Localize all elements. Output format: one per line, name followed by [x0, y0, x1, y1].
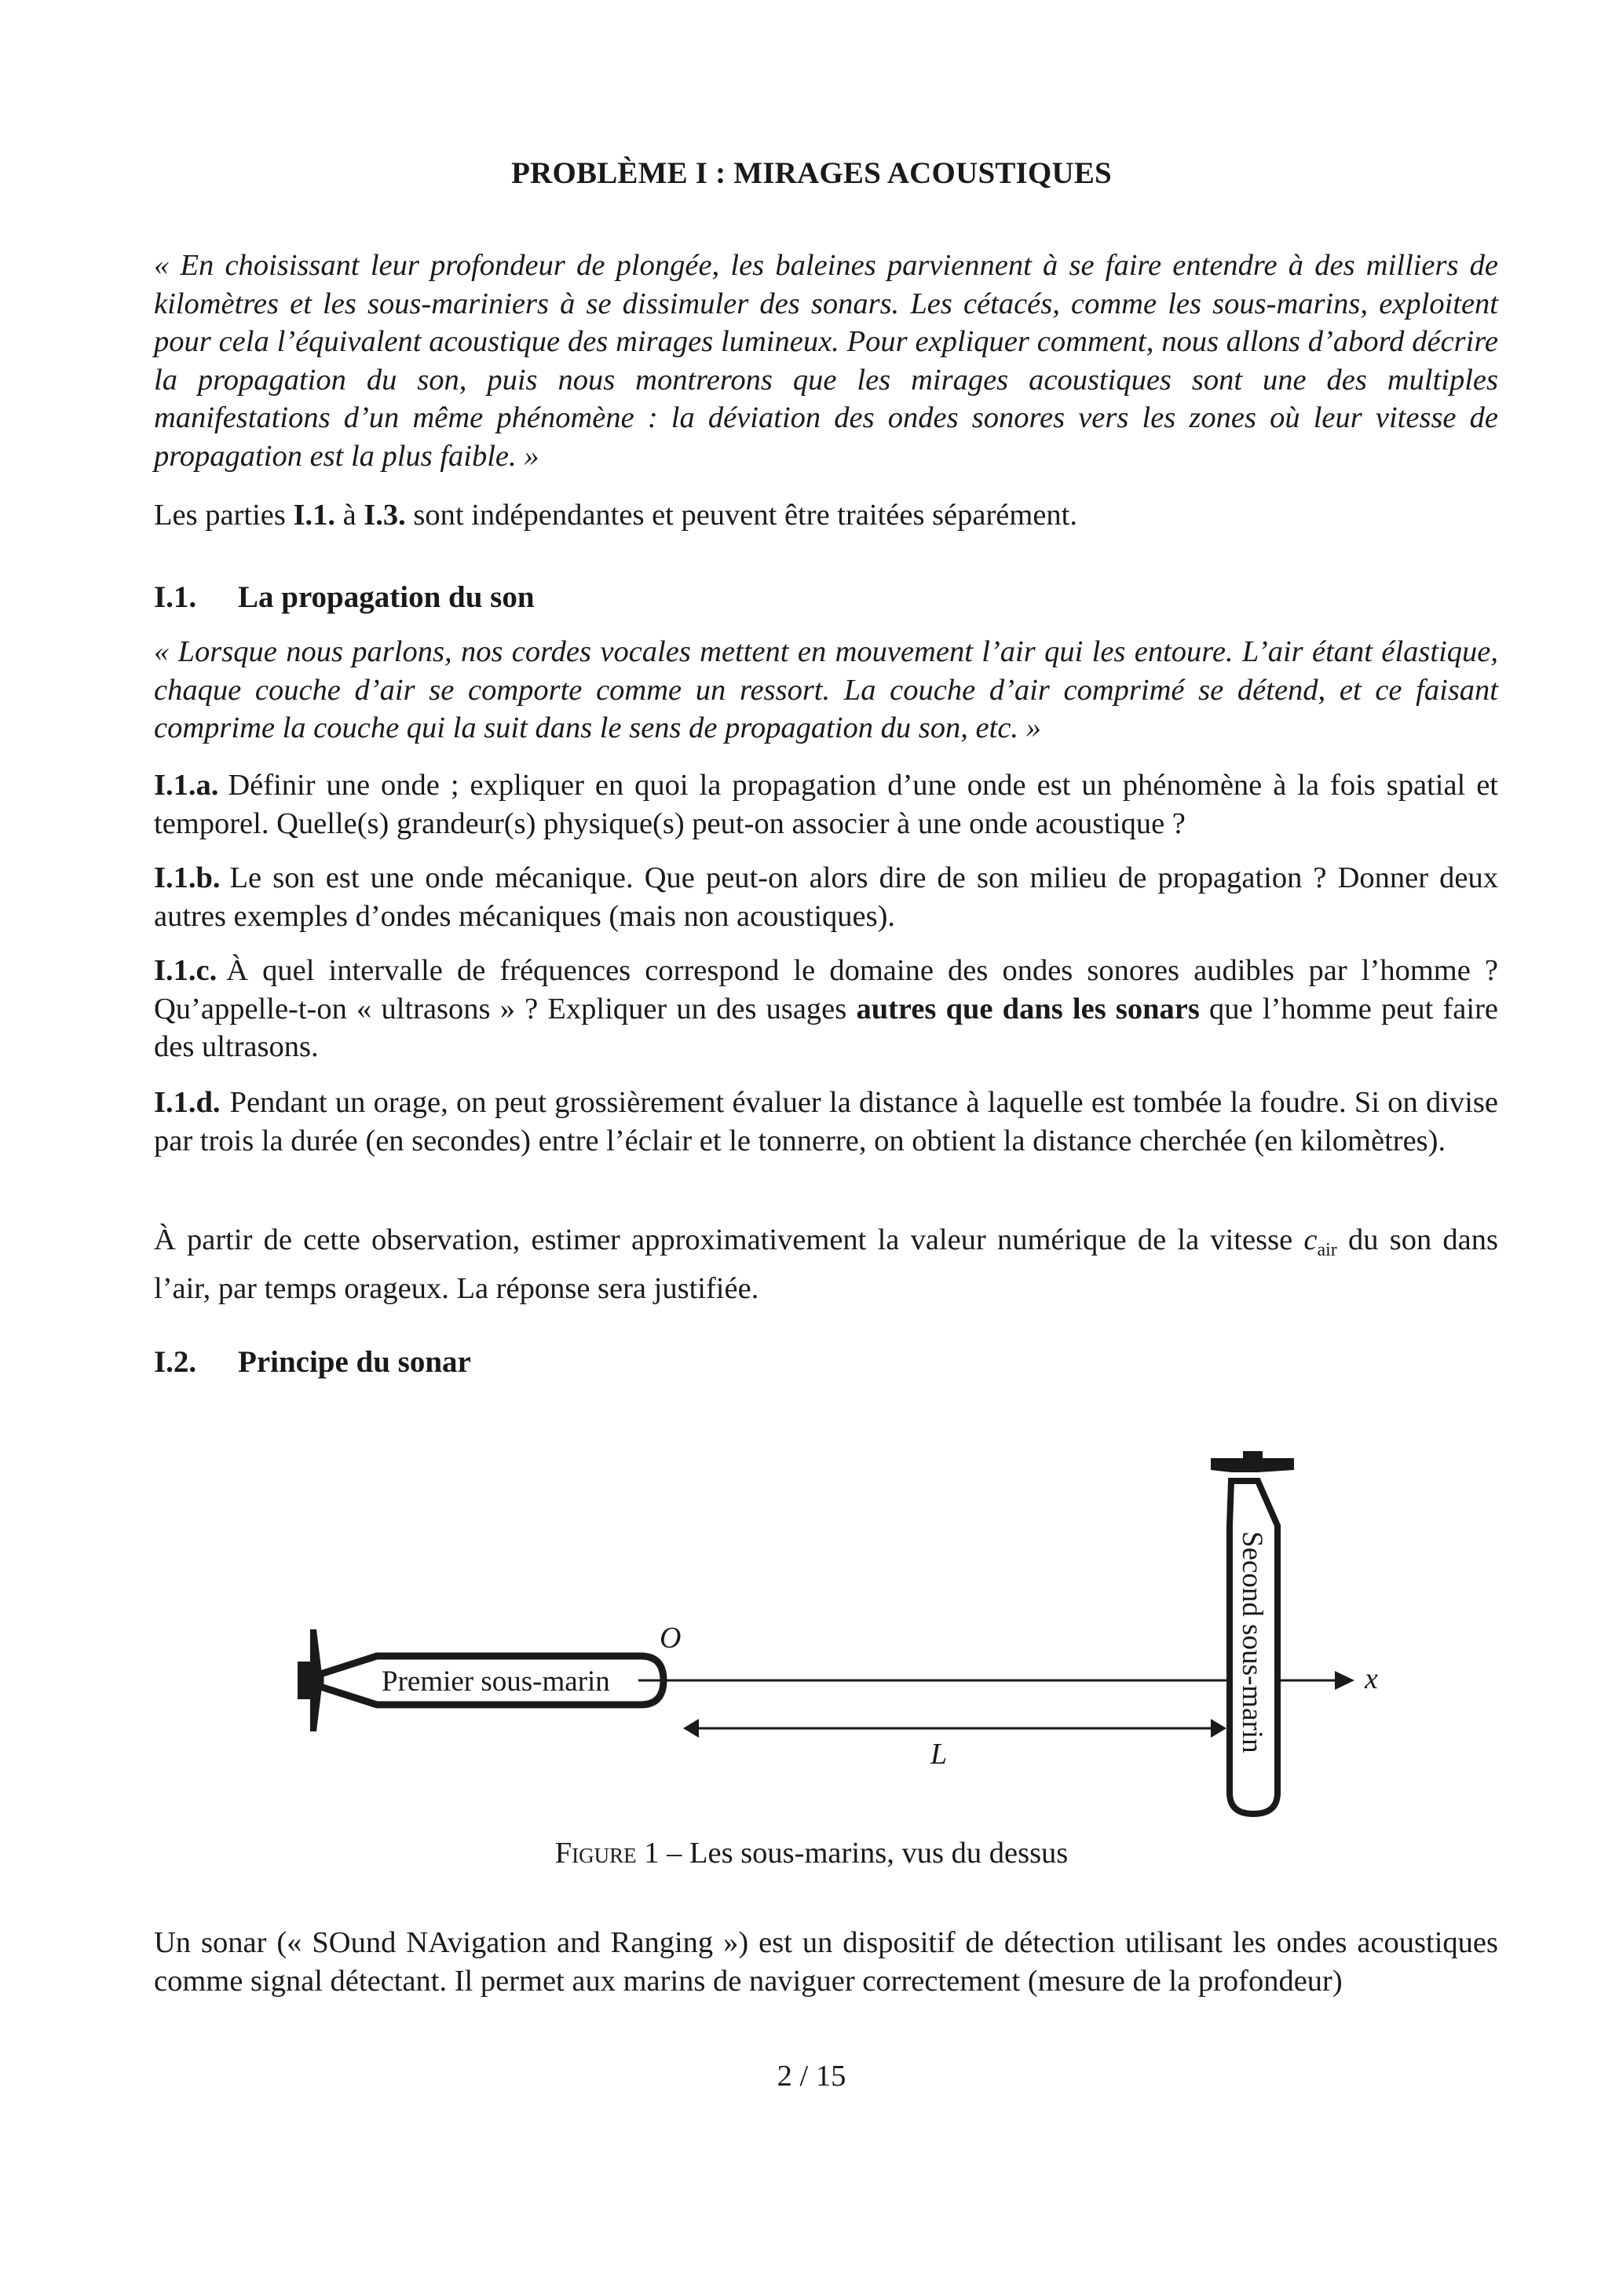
- distance-arrow-left-icon: [683, 1719, 699, 1738]
- question-1d: [154, 1084, 1498, 1160]
- question-label: I.1.c.: [154, 954, 217, 987]
- second-submarine: [1211, 1451, 1294, 1814]
- question-1b: [154, 859, 1498, 935]
- problem-title: PROBLÈME I : MIRAGES ACOUSTIQUES: [511, 156, 1112, 190]
- section-number: I.2.: [154, 1345, 197, 1379]
- x-axis-label: x: [1365, 1662, 1378, 1695]
- followup-before: À partir de cette observation, estimer approximativement la valeur numérique de la vitesse: [154, 1223, 1304, 1256]
- distance-arrow-right-icon: [1211, 1719, 1226, 1738]
- page-number: 2 / 15: [777, 2060, 846, 2093]
- question-label: I.1.b.: [154, 861, 221, 894]
- variable-subscript: air: [1317, 1240, 1337, 1260]
- parts-note-start: I.1.: [293, 499, 335, 532]
- figure-caption-prefix: Figure 1: [554, 1837, 660, 1870]
- distance-label: L: [930, 1738, 948, 1771]
- question-text-after: que l’homme peut faire des ultrasons.: [154, 992, 1498, 1063]
- question-text: Le son est une onde mécanique. Que peut-on alors dire de son milieu de propagation ? Donner deux autres exemples d’ondes mécaniques (mais non acoustiques).: [154, 861, 1498, 933]
- question-1a: [154, 766, 1498, 843]
- question-label: I.1.d.: [154, 1086, 221, 1119]
- question-text-emphasis: autres que dans les sonars: [856, 992, 1200, 1026]
- section-title: La propagation du son: [238, 580, 535, 614]
- section-heading-2: [154, 1344, 471, 1380]
- first-submarine-tail-fin: [310, 1629, 322, 1731]
- section-heading-1: [154, 579, 535, 615]
- second-submarine-propeller: [1243, 1451, 1263, 1461]
- section-1-quote: « Lorsque nous parlons, nos cordes vocales mettent en mouvement l’air qui les entoure. L’air étant élastique, chaque couche d’air se comporte comme un ressort. La couche d’air comprimé se détend, et ce faisant comprime la couche qui la suit dans le sens de propagation du son, etc. »: [154, 635, 1498, 744]
- question-label: I.1.a.: [154, 769, 219, 802]
- first-submarine: [298, 1629, 663, 1731]
- section-number: I.1.: [154, 580, 197, 614]
- question-text: Pendant un orage, on peut grossièrement évaluer la distance à laquelle est tombée la foudre. Si on divise par trois la durée (en secondes) entre l’éclair et le tonnerre, on obtient la distance cherchée (en kilomètres).: [154, 1086, 1498, 1157]
- question-1d-followup: [154, 1221, 1498, 1307]
- parts-note-after: sont indépendantes et peuvent être traitées séparément.: [405, 499, 1077, 532]
- variable-c: c: [1303, 1223, 1318, 1256]
- figure-caption: [0, 1836, 1623, 1870]
- parts-note-before: Les parties: [154, 499, 294, 532]
- question-text-before: À quel intervalle de fréquences correspond le domaine des ondes sonores audibles par l’homme ? Qu’appelle-t-on « ultrasons » ? Expliquer un des usages: [154, 954, 1498, 1026]
- x-axis-arrow-icon: [1335, 1671, 1354, 1690]
- intro-quote: « En choisissant leur profondeur de plongée, les baleines parviennent à se faire entendre à des milliers de kilomètres et les sous-mariniers à se dissimuler des sonars. Les cétacés, comme les sous-marins, exploitent pour cela l’équivalent acoustique des mirages lumineux. Pour expliquer comment, nous allons d’abord décrire la propagation du son, puis nous montrerons que les mirages acoustiques sont une des multiples manifestations d’un même phénomène : la déviation des ondes sonores vers les zones où leur vitesse de propagation est la plus faible. »: [154, 249, 1498, 473]
- first-submarine-label: Premier sous-marin: [382, 1665, 610, 1698]
- question-text: Définir une onde ; expliquer en quoi la propagation d’une onde est un phénomène à la fois spatial et temporel. Quelle(s) grandeur(s) physique(s) peut-on associer à une onde acoustique ?: [154, 769, 1498, 840]
- parts-note-middle: à: [334, 499, 364, 532]
- second-submarine-label: Second sous-marin: [1236, 1531, 1268, 1753]
- figure-caption-text: – Les sous-marins, vus du dessus: [659, 1837, 1069, 1870]
- sonar-paragraph: Un sonar (« SOund NAvigation and Ranging ») est un dispositif de détection utilisant les ondes acoustiques comme signal détectant. Il permet aux marins de naviguer correctement (mesure de la profondeur): [154, 1926, 1498, 1998]
- origin-label: O: [660, 1621, 682, 1654]
- parts-note: [154, 496, 1498, 535]
- parts-note-end: I.3.: [364, 499, 406, 532]
- section-title: Principe du sonar: [238, 1345, 471, 1379]
- first-submarine-propeller: [298, 1662, 311, 1699]
- followup-after: du son dans l’air, par temps orageux. La réponse sera justifiée.: [154, 1223, 1498, 1305]
- figure-submarines: [0, 1429, 1623, 1822]
- question-1c: [154, 952, 1498, 1066]
